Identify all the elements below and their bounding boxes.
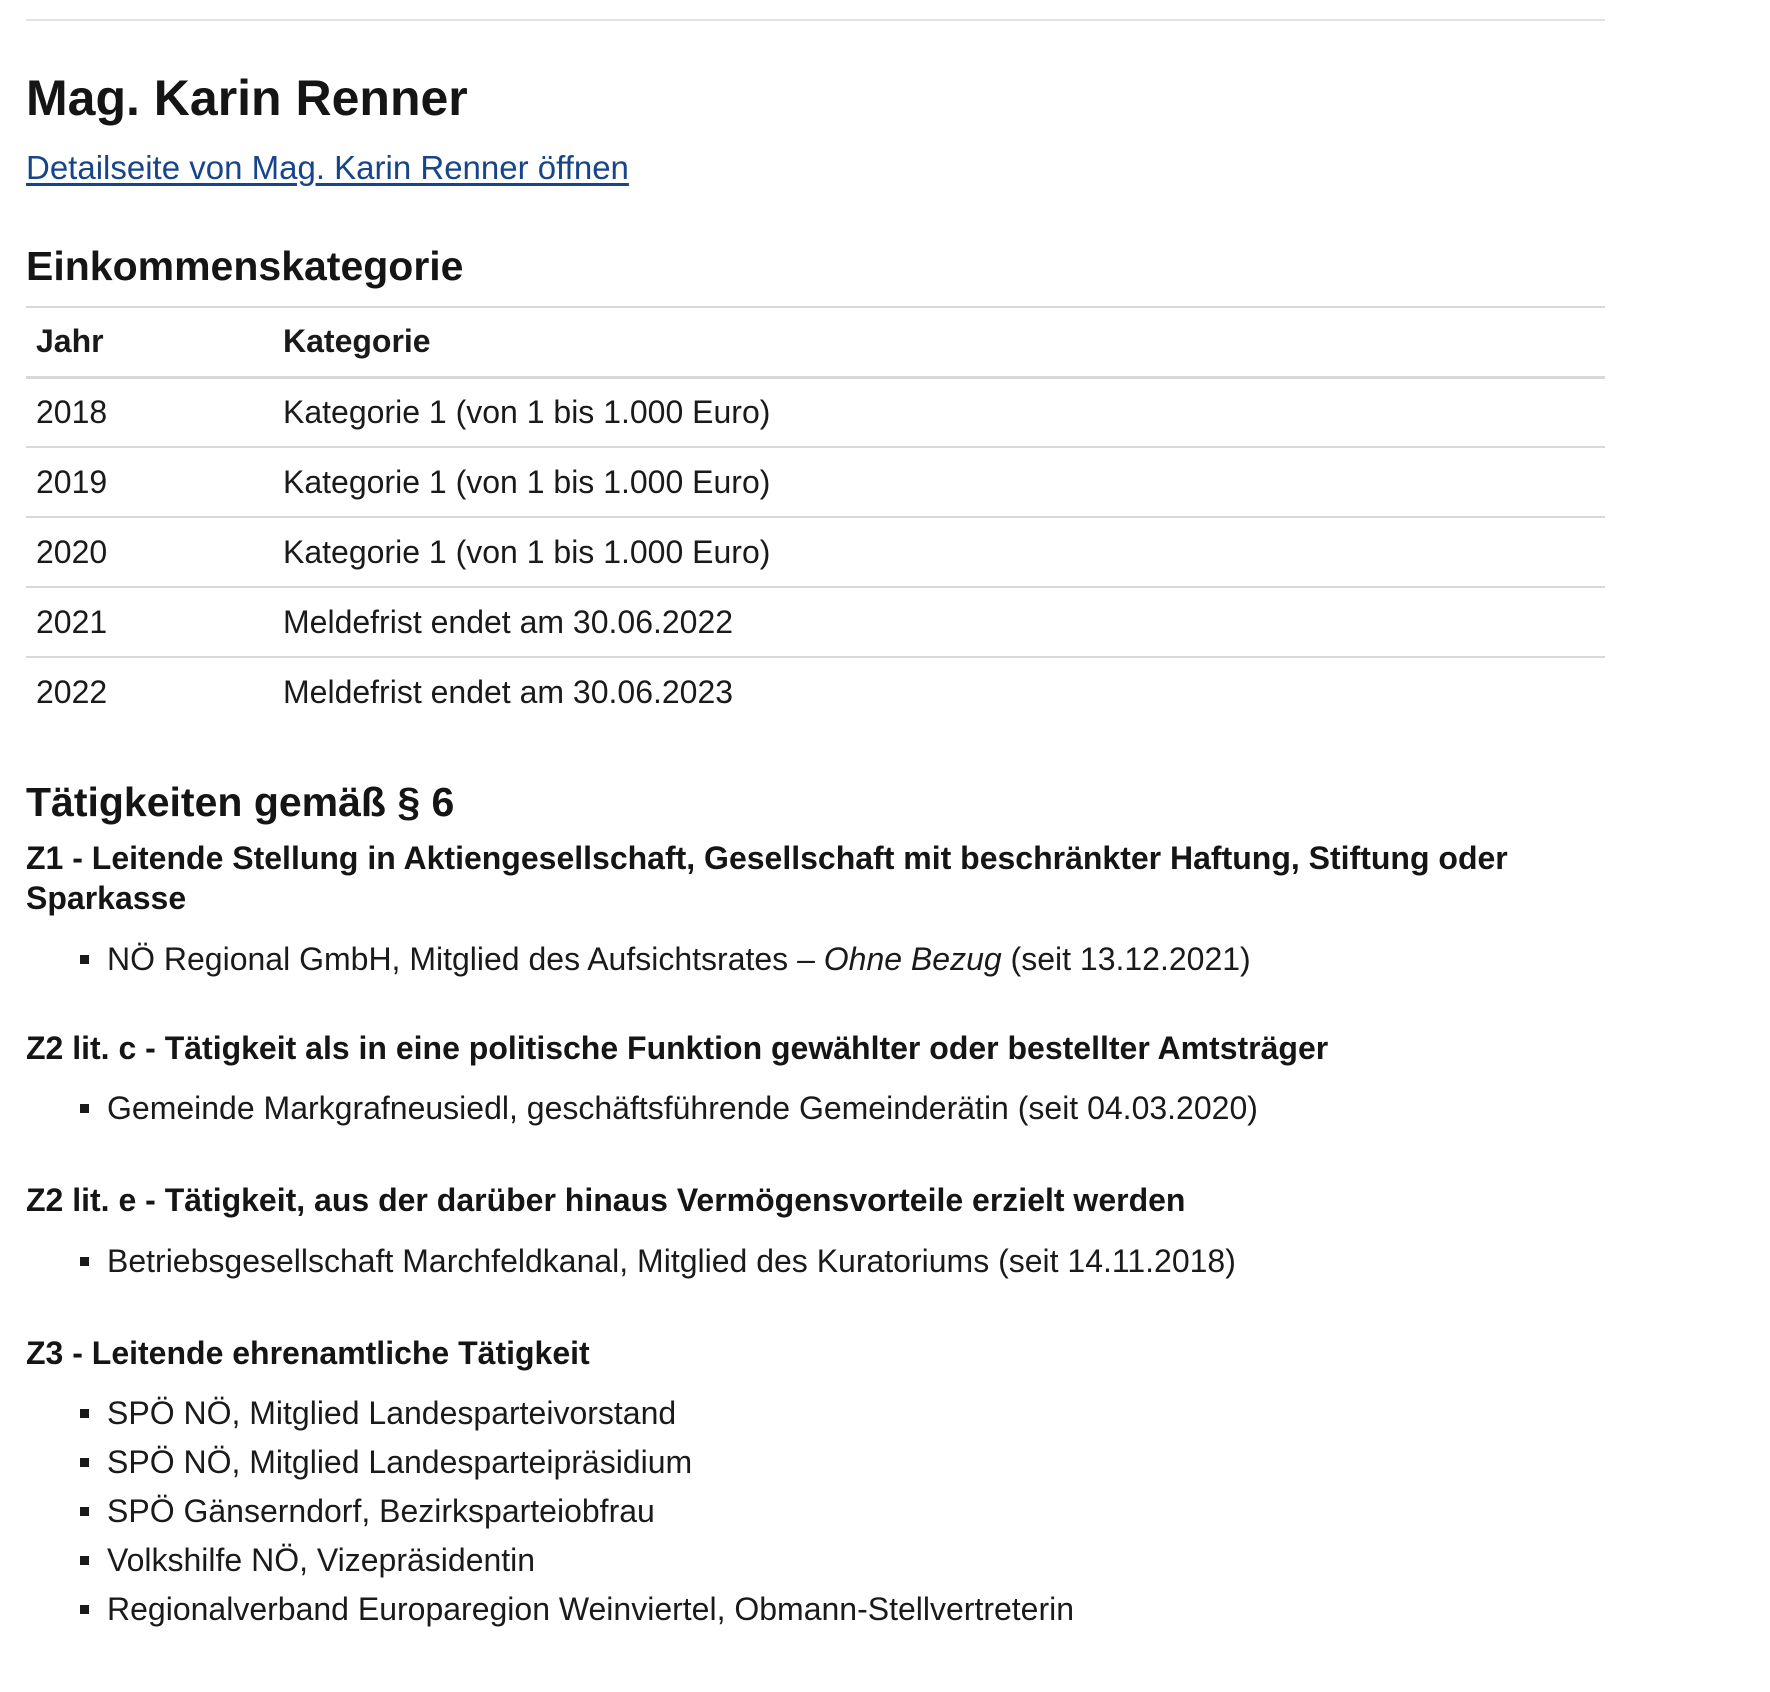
list-item-text: Gemeinde Markgrafneusiedl, geschäftsführende Gemeinderätin (seit 04.03.2020): [107, 1090, 1258, 1126]
square-bullet-icon: [80, 1104, 89, 1113]
activity-list: [26, 1389, 1605, 1634]
activity-group-title: Z1 - Leitende Stellung in Aktiengesellschaft, Gesellschaft mit beschränkter Haftung, Stiftung oder Sparkasse: [26, 840, 1508, 916]
list-item-suffix: (seit 13.12.2021): [1001, 941, 1251, 977]
cell-category: Kategorie 1 (von 1 bis 1.000 Euro): [273, 377, 1605, 447]
square-bullet-icon: [80, 955, 89, 964]
list-item-emphasis: Ohne Bezug: [823, 941, 1002, 977]
activity-group-z1: [26, 838, 1605, 984]
income-category-table: [26, 306, 1605, 727]
list-item: [26, 1487, 1605, 1536]
list-item: [26, 1237, 1605, 1286]
list-item-text: Regionalverband Europaregion Weinviertel, Obmann-Stellvertreterin: [107, 1591, 1075, 1627]
cell-year: 2019: [26, 447, 273, 517]
table-row: [26, 517, 1605, 587]
list-item: [26, 1536, 1605, 1585]
list-item-text: Betriebsgesellschaft Marchfeldkanal, Mitglied des Kuratoriums (seit 14.11.2018): [107, 1243, 1236, 1279]
list-item-text: SPÖ NÖ, Mitglied Landesparteivorstand: [107, 1395, 677, 1431]
column-header-year: Jahr: [26, 307, 273, 377]
activity-group-title: Z2 lit. e - Tätigkeit, aus der darüber hinaus Vermögensvorteile erzielt werden: [26, 1182, 1186, 1218]
list-item: [26, 1585, 1605, 1634]
activity-group-title: Z3 - Leitende ehrenamtliche Tätigkeit: [26, 1335, 590, 1371]
detail-page-link[interactable]: Detailseite von Mag. Karin Renner öffnen: [26, 149, 629, 186]
table-row: [26, 587, 1605, 657]
square-bullet-icon: [80, 1507, 89, 1516]
activities-heading: Tätigkeiten gemäß § 6: [26, 779, 455, 825]
list-item: [26, 1438, 1605, 1487]
cell-category: Kategorie 1 (von 1 bis 1.000 Euro): [273, 447, 1605, 517]
cell-year: 2022: [36, 674, 108, 710]
square-bullet-icon: [80, 1458, 89, 1467]
activity-list: [26, 935, 1605, 984]
square-bullet-icon: [80, 1257, 89, 1266]
table-row: [26, 377, 1605, 447]
cell-category: Meldefrist endet am 30.06.2022: [273, 587, 1605, 657]
square-bullet-icon: [80, 1605, 89, 1614]
list-item-text: SPÖ Gänserndorf, Bezirksparteiobfrau: [107, 1493, 655, 1529]
square-bullet-icon: [80, 1556, 89, 1565]
income-category-heading: Einkommenskategorie: [26, 243, 464, 289]
table-header-row: [26, 307, 1605, 377]
activity-group-z2-lit-e: [26, 1180, 1605, 1286]
cell-year: 2021: [26, 587, 273, 657]
page-title: Mag. Karin Renner: [26, 70, 468, 126]
cell-year: 2020: [26, 517, 273, 587]
list-item: [26, 935, 1605, 984]
activity-group-z3: [26, 1333, 1605, 1634]
list-item: [26, 1084, 1605, 1133]
list-item: [26, 1389, 1605, 1438]
list-item-text: NÖ Regional GmbH, Mitglied des Aufsichtsrates –: [107, 941, 824, 977]
cell-year: 2018: [26, 377, 273, 447]
activity-list: [26, 1237, 1605, 1286]
square-bullet-icon: [80, 1409, 89, 1418]
list-item-text: SPÖ NÖ, Mitglied Landesparteipräsidium: [107, 1444, 693, 1480]
column-header-category: Kategorie: [273, 307, 1605, 377]
activity-list: [26, 1084, 1605, 1133]
activity-group-z2-lit-c: [26, 1028, 1605, 1133]
list-item-text: Volkshilfe NÖ, Vizepräsidentin: [107, 1542, 536, 1578]
cell-category: Kategorie 1 (von 1 bis 1.000 Euro): [273, 517, 1605, 587]
cell-category: Meldefrist endet am 30.06.2023: [283, 674, 734, 710]
top-divider: [26, 19, 1605, 21]
activity-group-title: Z2 lit. c - Tätigkeit als in eine politische Funktion gewählter oder bestellter Amtsträger: [26, 1030, 1329, 1066]
table-row: [26, 657, 1605, 727]
table-row: [26, 447, 1605, 517]
